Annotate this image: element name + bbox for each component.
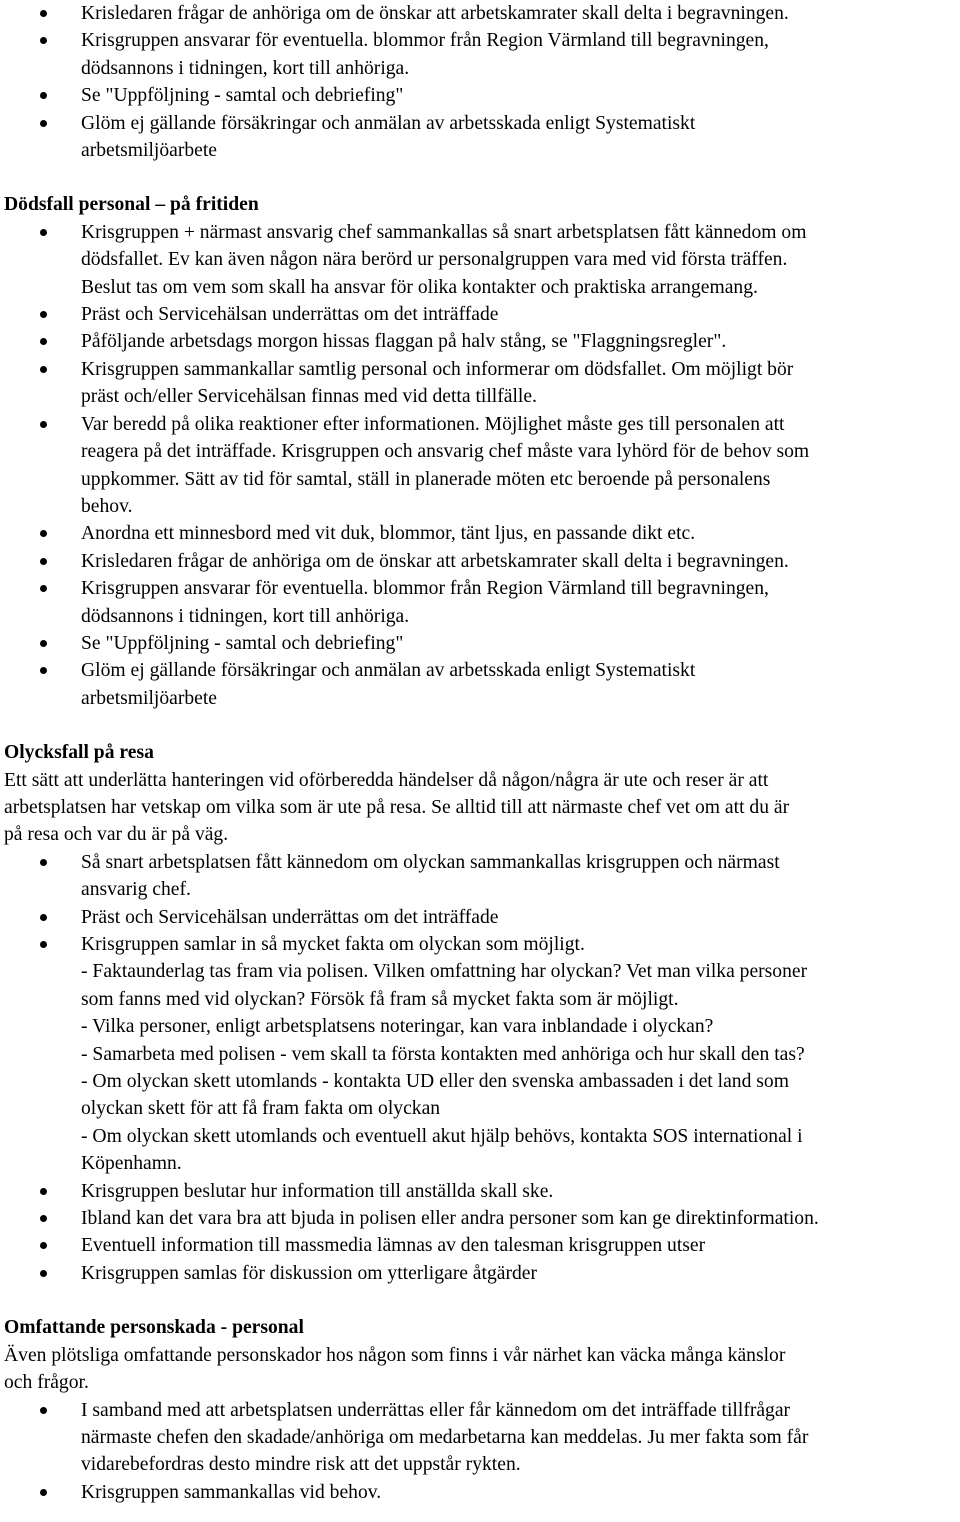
text-line: och frågor. (4, 1372, 89, 1394)
section-olycksfall-resa (4, 739, 956, 1287)
section-heading: Dödsfall personal – på fritiden (4, 194, 259, 216)
text-line: - Vilka personer, enligt arbetsplatsens noteringar, kan vara inblandade i olyckan? (81, 1016, 714, 1038)
list-item (4, 1260, 956, 1287)
text-line: Krisledaren frågar de anhöriga om de önskar att arbetskamrater skall delta i begravningen. (81, 550, 789, 572)
text-line: Eventuell information till massmedia lämnas av den talesman krisgruppen utser (81, 1235, 706, 1257)
text-line: Se "Uppföljning - samtal och debriefing" (81, 85, 404, 107)
text-line: Krisgruppen beslutar hur information till anställda skall ske. (81, 1180, 554, 1202)
text-line: Beslut tas om vem som skall ha ansvar för olika kontakter och praktiska arrangemang. (81, 276, 758, 298)
list-item (4, 630, 956, 657)
text-line: vidarebefordras desto mindre risk att det uppstår rykten. (81, 1454, 521, 1476)
text-line: Ett sätt att underlätta hanteringen vid oförberedda händelser då någon/några är ute och reser är att (4, 769, 769, 791)
text-line: präst och/eller Servicehälsan finnas med vid detta tillfälle. (81, 386, 537, 408)
list-item (4, 82, 956, 109)
text-line: Krisledaren frågar de anhöriga om de önskar att arbetskamrater skall delta i begravningen. (81, 3, 789, 24)
list-item (4, 849, 956, 904)
text-line: reagera på det inträffade. Krisgruppen och ansvarig chef måste vara lyhörd för de behov som (81, 441, 810, 463)
text-line: Krisgruppen + närmast ansvarig chef sammankallas så snart arbetsplatsen fått kännedom om (81, 221, 807, 243)
text-line: Krisgruppen samlas för diskussion om ytterligare åtgärder (81, 1262, 537, 1284)
list-item (4, 931, 956, 1178)
section-intro (4, 1342, 956, 1397)
section-heading: Omfattande personskada - personal (4, 1317, 304, 1339)
text-line: Krisgruppen sammankallar samtlig personal och informerar om dödsfallet. Om möjligt bör (81, 358, 794, 380)
text-line: - Om olyckan skett utomlands - kontakta UD eller den svenska ambassaden i det land som (81, 1071, 789, 1093)
top-bullet-list (4, 0, 956, 164)
list-item (4, 411, 956, 521)
text-line: som fanns med vid olyckan? Försök få fram så mycket fakta som är möjligt. (81, 988, 679, 1010)
text-line: ansvarig chef. (81, 879, 191, 901)
text-line: Köpenhamn. (81, 1153, 182, 1175)
text-line: Anordna ett minnesbord med vit duk, blommor, tänt ljus, en passande dikt etc. (81, 523, 696, 545)
text-line: på resa och var du är på väg. (4, 824, 229, 846)
list-item (4, 328, 956, 355)
text-line: Krisgruppen ansvarar för eventuella. blommor från Region Värmland till begravningen, (81, 30, 769, 52)
list-item (4, 1178, 956, 1205)
list-item (4, 219, 956, 301)
text-line: Ibland kan det vara bra att bjuda in polisen eller andra personer som kan ge direktinformation. (81, 1208, 819, 1230)
list-item (4, 1397, 956, 1479)
section-bullet-list (4, 849, 956, 1288)
list-item (4, 1479, 956, 1506)
text-line: Präst och Servicehälsan underrättas om det inträffade (81, 906, 499, 928)
list-item (4, 110, 956, 165)
text-line: Krisgruppen sammankallas vid behov. (81, 1481, 382, 1503)
list-item (4, 1205, 956, 1232)
list-item (4, 27, 956, 82)
section-bullet-list (4, 219, 956, 712)
list-item (4, 548, 956, 575)
text-line: arbetsmiljöarbete (81, 687, 218, 709)
text-line: Präst och Servicehälsan underrättas om det inträffade (81, 304, 499, 326)
text-line: arbetsmiljöarbete (81, 140, 218, 162)
text-line: närmaste chefen den skadade/anhöriga om medarbetarna kan meddelas. Ju mer fakta som får (81, 1426, 809, 1448)
text-line: dödsfallet. Ev kan även någon nära berörd ur personalgruppen vara med vid första träffen. (81, 249, 788, 271)
list-item (4, 657, 956, 712)
section-heading: Olycksfall på resa (4, 742, 154, 764)
list-item (4, 0, 956, 27)
spacer (4, 712, 956, 739)
text-line: Se "Uppföljning - samtal och debriefing" (81, 632, 404, 654)
text-line: Så snart arbetsplatsen fått kännedom om olyckan sammankallas krisgruppen och närmast (81, 851, 780, 873)
list-item (4, 356, 956, 411)
list-item (4, 904, 956, 931)
list-item (4, 1232, 956, 1259)
text-line: arbetsplatsen har vetskap om vilka som är ute på resa. Se alltid till att närmaste chef vet om att du är (4, 796, 790, 818)
text-line: dödsannons i tidningen, kort till anhöriga. (81, 605, 410, 627)
spacer (4, 164, 956, 191)
text-line: Krisgruppen ansvarar för eventuella. blommor från Region Värmland till begravningen, (81, 578, 769, 600)
text-line: Glöm ej gällande försäkringar och anmälan av arbetsskada enligt Systematiskt (81, 660, 696, 682)
spacer (4, 1287, 956, 1314)
list-item (4, 575, 956, 630)
text-line: olyckan skett för att få fram fakta om olyckan (81, 1098, 441, 1120)
text-line: - Om olyckan skett utomlands och eventuell akut hjälp behövs, kontakta SOS international i (81, 1125, 803, 1147)
list-item (4, 520, 956, 547)
text-line: Krisgruppen samlar in så mycket fakta om olyckan som möjligt. (81, 934, 585, 955)
section-omfattande-personskada (4, 1314, 956, 1506)
text-line: I samband med att arbetsplatsen underrättas eller får kännedom om det inträffade tillfrågar (81, 1399, 791, 1421)
section-dodsfall-fritid (4, 191, 956, 712)
text-line: uppkommer. Sätt av tid för samtal, ställ in planerade möten etc beroende på personalens (81, 468, 771, 490)
text-line: - Samarbeta med polisen - vem skall ta första kontakten med anhöriga och hur skall den tas? (81, 1043, 805, 1065)
text-line: Även plötsliga omfattande personskador hos någon som finns i vår närhet kan väcka många känslor (4, 1344, 786, 1366)
text-line: behov. (81, 495, 133, 517)
text-line: dödsannons i tidningen, kort till anhöriga. (81, 57, 410, 79)
section-intro (4, 767, 956, 849)
section-bullet-list (4, 1397, 956, 1507)
list-item (4, 301, 956, 328)
text-line: Glöm ej gällande försäkringar och anmälan av arbetsskada enligt Systematiskt (81, 112, 696, 134)
text-line: Påföljande arbetsdags morgon hissas flaggan på halv stång, se "Flaggningsregler". (81, 331, 727, 353)
text-line: Var beredd på olika reaktioner efter informationen. Möjlighet måste ges till personalen att (81, 413, 785, 435)
text-line: - Faktaunderlag tas fram via polisen. Vilken omfattning har olyckan? Vet man vilka personer (81, 961, 808, 983)
